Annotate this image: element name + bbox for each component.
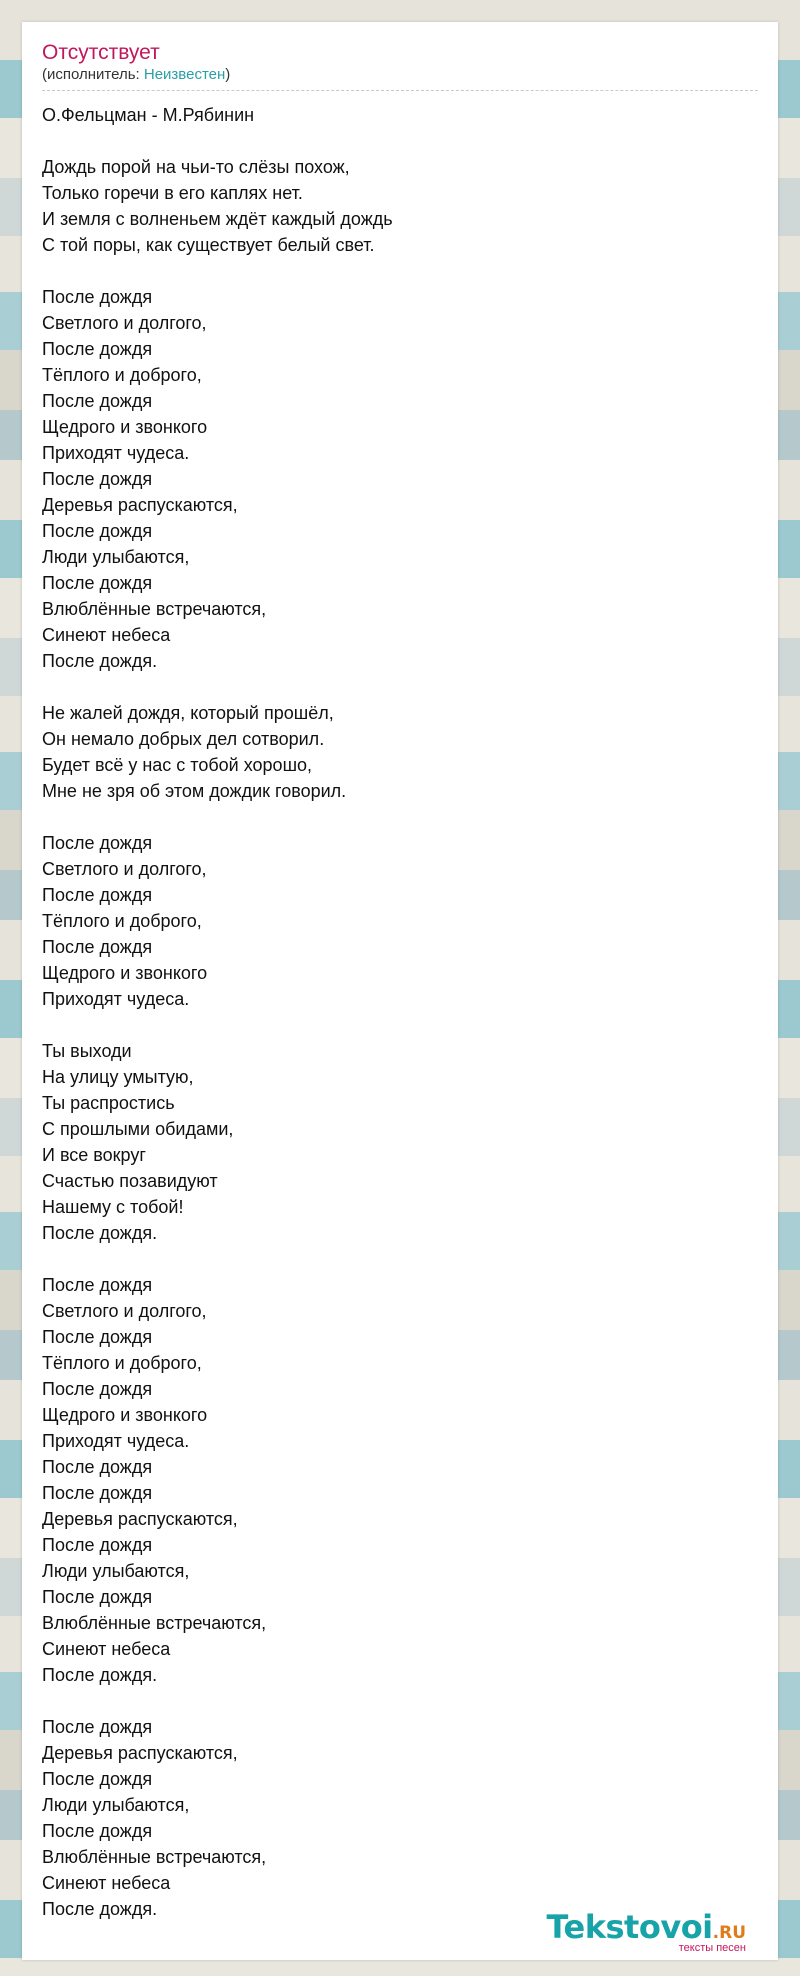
- lyric-line: После дождя: [42, 339, 153, 359]
- lyric-line: Щедрого и звонкого: [42, 417, 208, 437]
- lyric-line: После дождя.: [42, 1665, 158, 1685]
- lyric-line: Влюблённые встречаются,: [42, 599, 267, 619]
- lyric-line: После дождя.: [42, 1899, 158, 1919]
- lyric-line: После дождя: [42, 937, 153, 957]
- lyric-line: Люди улыбаются,: [42, 1561, 190, 1581]
- lyric-line: Влюблённые встречаются,: [42, 1847, 267, 1867]
- lyric-line: Щедрого и звонкого: [42, 963, 208, 983]
- lyric-line: Синеют небеса: [42, 1639, 171, 1659]
- lyric-line: Тёплого и доброго,: [42, 1353, 202, 1373]
- stanza-break: [42, 1012, 758, 1038]
- lyric-line: Светлого и долгого,: [42, 1301, 207, 1321]
- lyrics-card: [22, 22, 778, 1960]
- logo-tld: .RU: [712, 1923, 746, 1943]
- stanza-break: [42, 1246, 758, 1272]
- artist-link[interactable]: Неизвестен: [143, 66, 226, 83]
- lyric-line: После дождя: [42, 1587, 153, 1607]
- lyric-line: Синеют небеса: [42, 1873, 171, 1893]
- lyric-line: После дождя: [42, 833, 153, 853]
- lyric-line: Деревья распускаются,: [42, 495, 238, 515]
- lyric-line: После дождя: [42, 1821, 153, 1841]
- lyric-line: Мне не зря об этом дождик говорил.: [42, 781, 347, 801]
- lyric-line: После дождя: [42, 573, 153, 593]
- logo-brand: Tekstovoi: [546, 1908, 713, 1946]
- lyric-line: Деревья распускаются,: [42, 1509, 238, 1529]
- lyric-line: Он немало добрых дел сотворил.: [42, 729, 325, 749]
- lyric-line: После дождя: [42, 885, 153, 905]
- lyric-line: Тёплого и доброго,: [42, 911, 202, 931]
- lyric-line: После дождя: [42, 391, 153, 411]
- song-title: Отсутствует: [42, 41, 160, 64]
- lyric-line: Светлого и долгого,: [42, 313, 207, 333]
- lyric-line: С прошлыми обидами,: [42, 1119, 234, 1139]
- lyric-line: После дождя.: [42, 1223, 158, 1243]
- lyric-line: И все вокруг: [42, 1145, 146, 1165]
- lyric-line: После дождя: [42, 1717, 153, 1737]
- lyric-line: После дождя: [42, 1483, 153, 1503]
- lyric-line: Люди улыбаются,: [42, 547, 190, 567]
- lyric-line: Дождь порой на чьи-то слёзы похож,: [42, 157, 350, 177]
- lyric-line: После дождя.: [42, 651, 158, 671]
- stanza-break: [42, 804, 758, 830]
- lyric-line: После дождя: [42, 1275, 153, 1295]
- lyric-line: После дождя: [42, 1535, 153, 1555]
- logo-tagline: тексты песен: [678, 1942, 746, 1954]
- lyric-line: После дождя: [42, 521, 153, 541]
- lyric-line: Деревья распускаются,: [42, 1743, 238, 1763]
- lyric-line: Приходят чудеса.: [42, 1431, 190, 1451]
- lyric-line: Только горечи в его каплях нет.: [42, 183, 303, 203]
- lyric-line: Влюблённые встречаются,: [42, 1613, 267, 1633]
- lyric-line: После дождя: [42, 469, 153, 489]
- lyric-line: После дождя: [42, 1379, 153, 1399]
- stanza-break: [42, 674, 758, 700]
- lyric-line: Синеют небеса: [42, 625, 171, 645]
- site-logo[interactable]: [546, 1910, 746, 1954]
- lyric-line: И земля с волненьем ждёт каждый дождь: [42, 209, 393, 229]
- lyric-line: Ты выходи: [42, 1041, 132, 1061]
- lyric-line: Приходят чудеса.: [42, 989, 190, 1009]
- lyric-line: На улицу умытую,: [42, 1067, 194, 1087]
- lyric-line: О.Фельцман - М.Рябинин: [42, 105, 255, 125]
- lyric-line: Светлого и долгого,: [42, 859, 207, 879]
- lyric-line: С той поры, как существует белый свет.: [42, 235, 375, 255]
- lyric-line: Тёплого и доброго,: [42, 365, 202, 385]
- lyric-line: После дождя: [42, 287, 153, 307]
- artist-line: [42, 66, 758, 84]
- stanza-break: [42, 1688, 758, 1714]
- stanza-break: [42, 258, 758, 284]
- song-header: [42, 40, 758, 91]
- lyric-line: После дождя: [42, 1457, 153, 1477]
- stanza-break: [42, 128, 758, 154]
- lyrics-text: [42, 102, 758, 1922]
- artist-prefix: (исполнитель:: [42, 66, 144, 83]
- lyric-line: Щедрого и звонкого: [42, 1405, 208, 1425]
- lyric-line: Ты распростись: [42, 1093, 175, 1113]
- lyric-line: Не жалей дождя, который прошёл,: [42, 703, 334, 723]
- lyric-line: После дождя: [42, 1327, 153, 1347]
- artist-suffix: ): [225, 66, 231, 83]
- lyric-line: Будет всё у нас с тобой хорошо,: [42, 755, 313, 775]
- lyric-line: Счастью позавидуют: [42, 1171, 218, 1191]
- lyric-line: Нашему с тобой!: [42, 1197, 184, 1217]
- lyric-line: После дождя: [42, 1769, 153, 1789]
- lyric-line: Люди улыбаются,: [42, 1795, 190, 1815]
- lyric-line: Приходят чудеса.: [42, 443, 190, 463]
